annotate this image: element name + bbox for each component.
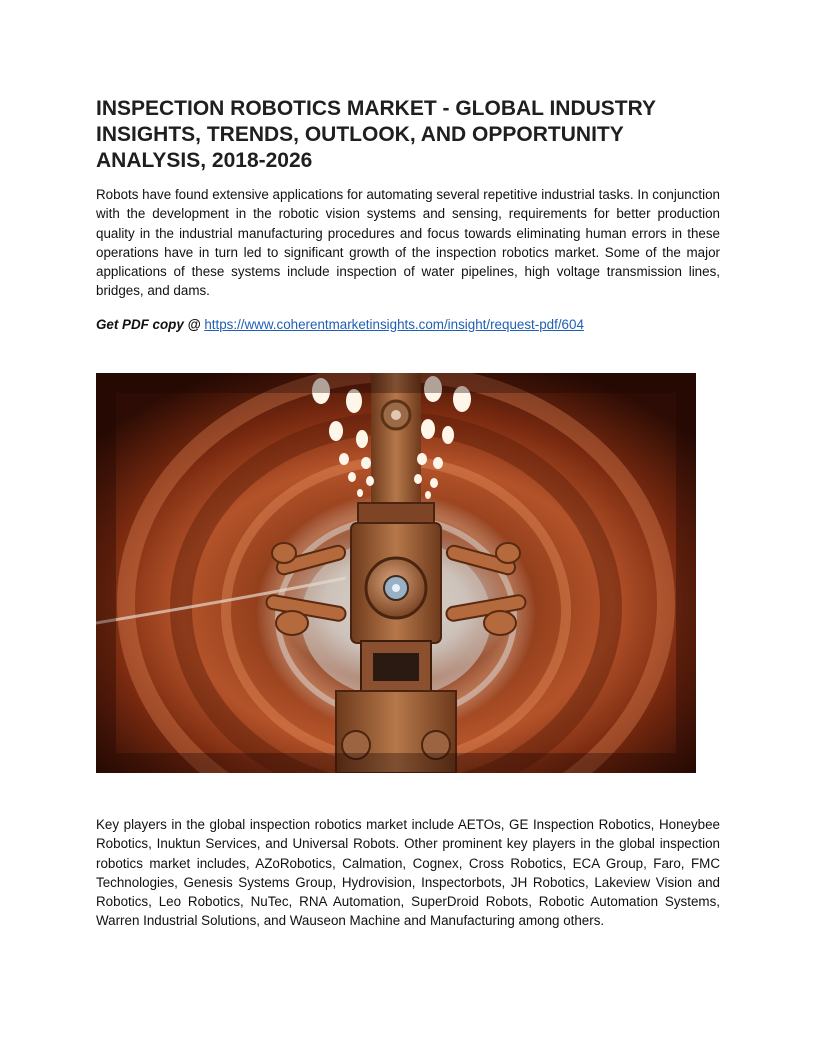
pdf-copy-link[interactable]: https://www.coherentmarketinsights.com/insight/request-pdf/604	[204, 316, 584, 332]
robot-upper-arm	[371, 373, 421, 523]
document-title: INSPECTION ROBOTICS MARKET - GLOBAL INDUSTRY INSIGHTS, TRENDS, OUTLOOK, AND OPPORTUNITY ANALYSIS, 2018-2026	[96, 97, 656, 172]
inspection-robot-photo	[96, 373, 696, 773]
pdf-copy-label: Get PDF copy @	[96, 316, 201, 332]
pdf-copy-line	[96, 315, 720, 334]
document-page	[96, 96, 720, 334]
intro-paragraph: Robots have found extensive applications for automating several repetitive industrial tasks. In conjunction with the development in the robotic vision systems and sensing, requirements for better production quality in the industrial manufacturing procedures and focus towards eliminating human errors in these operations have in turn led to significant growth of the inspection robotics market. Some of the major applications of these systems include inspection of water pipelines, high voltage transmission lines, bridges, and dams.	[96, 187, 720, 299]
key-players-paragraph: Key players in the global inspection robotics market include AETOs, GE Inspection Robotics, Honeybee Robotics, Inuktun Services, and Universal Robots. Other prominent key players in the global inspection robotics market includes, AZoRobotics, Calmation, Cognex, Cross Robotics, ECA Group, Faro, FMC Technologies, Genesis Systems Group, Hydrovision, Inspectorbots, JH Robotics, Lakeview Vision and Robotics, Leo Robotics, NuTec, RNA Automation, SuperDroid Robots, Robotic Automation Systems, Warren Industrial Solutions, and Wauseon Machine and Manufacturing among others.	[96, 817, 720, 929]
pipe-robot-illustration	[96, 373, 696, 773]
